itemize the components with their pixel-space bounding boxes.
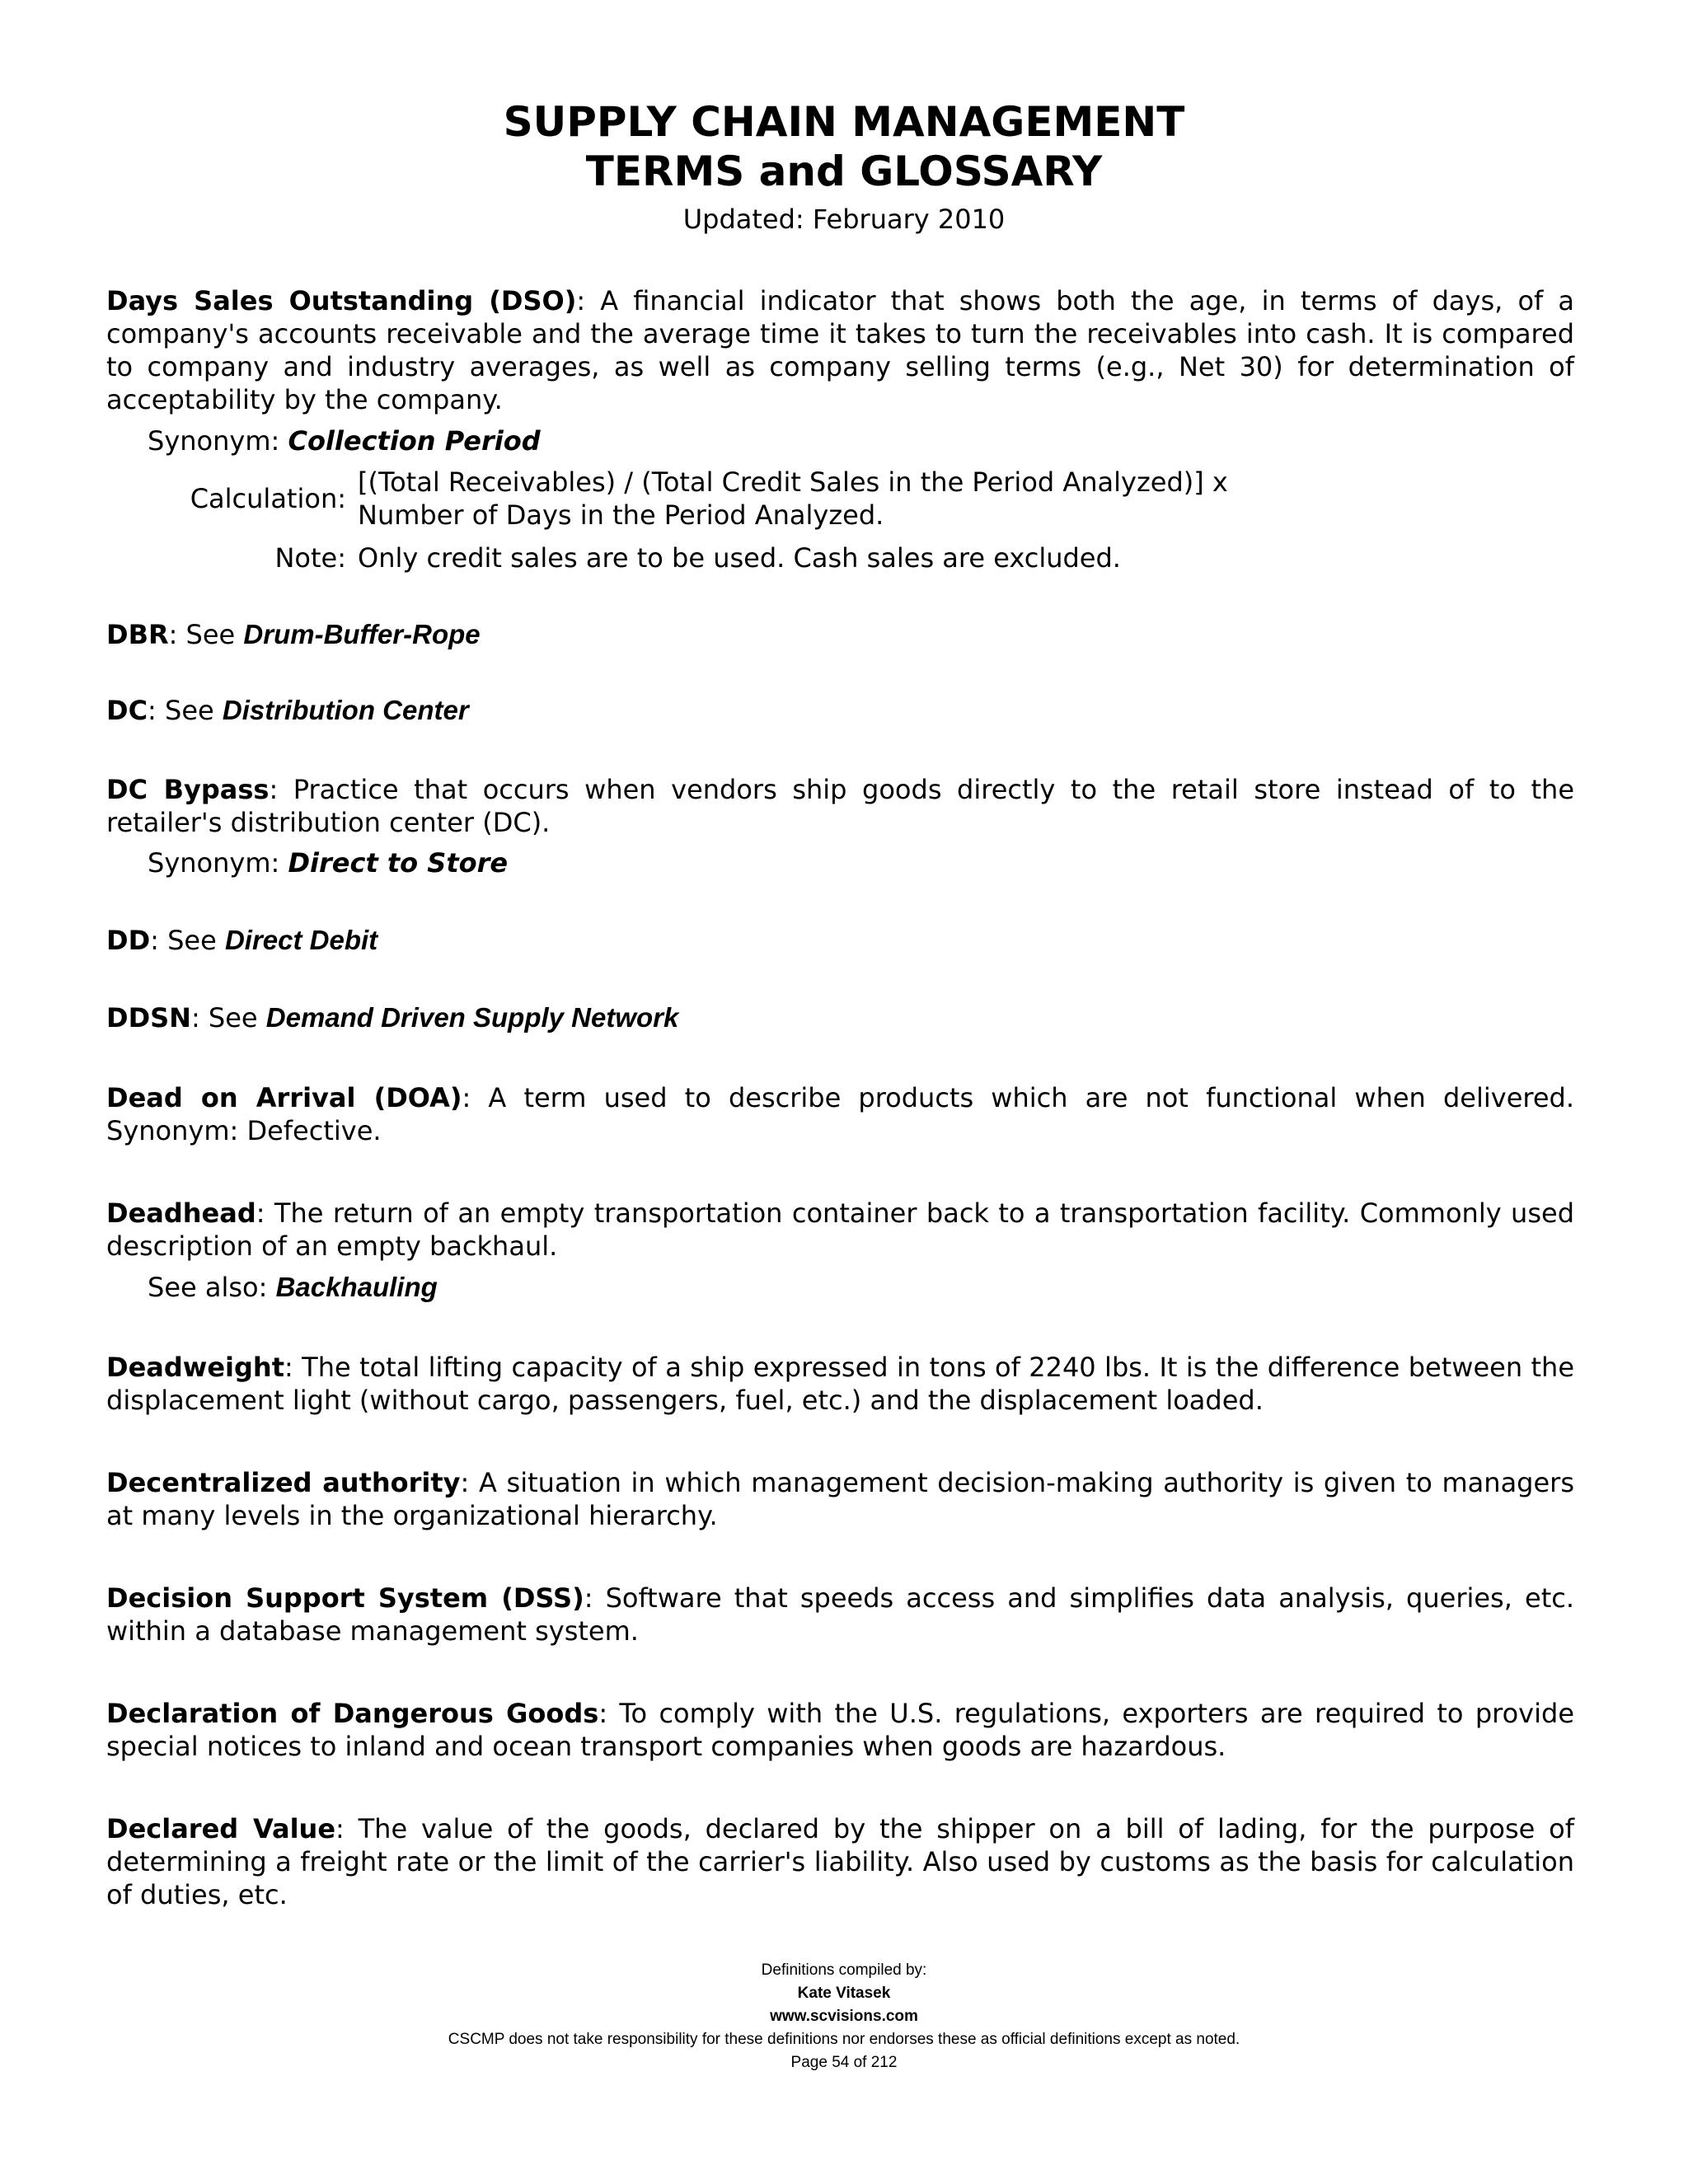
- see-also-line: [148, 1271, 438, 1304]
- glossary-entry-dangerous-goods: [106, 1697, 1574, 1763]
- footer-disclaimer: CSCMP does not take responsibility for these definitions nor endorses these as official definitions except as noted.: [448, 2031, 1240, 2048]
- term: DC: [106, 695, 148, 726]
- note-text: Only credit sales are to be used. Cash sales are excluded.: [358, 542, 1121, 574]
- document-title-line2: TERMS and GLOSSARY: [585, 148, 1103, 195]
- definition: : To comply with the U.S. regulations, exporters are required to provide special notices to inland and ocean transport companies when goods are hazardous.: [106, 1698, 1575, 1762]
- term: DDSN: [106, 1002, 191, 1033]
- footer-compiled-by: Definitions compiled by:: [761, 1961, 927, 1979]
- cross-reference-link[interactable]: Demand Driven Supply Network: [265, 1002, 679, 1033]
- term: DC Bypass: [106, 774, 270, 805]
- synonym-label: Synonym:: [148, 847, 288, 879]
- definition: : Software that speeds access and simplifies data analysis, queries, etc. within a database management system.: [106, 1582, 1574, 1647]
- footer-author: Kate Vitasek: [797, 1985, 891, 2002]
- glossary-entry-dc-bypass: [106, 773, 1574, 839]
- glossary-entry-deadweight: [106, 1351, 1574, 1417]
- term: Days Sales Outstanding (DSO): [106, 285, 577, 316]
- definition: : A situation in which management decision-making authority is given to managers at many levels in the organizational hierarchy.: [106, 1467, 1575, 1531]
- glossary-entry-declared-value: [106, 1812, 1574, 1911]
- synonym-term: Collection Period: [288, 425, 541, 457]
- document-title-line1: SUPPLY CHAIN MANAGEMENT: [503, 98, 1185, 146]
- glossary-entry-dso: [106, 284, 1574, 416]
- note-label: Note:: [274, 542, 346, 574]
- synonym-line: [148, 846, 508, 879]
- definition: : A term used to describe products which are not functional when delivered. Synonym: Defective.: [106, 1082, 1575, 1146]
- glossary-entry-ddsn: DDSN: See Demand Driven Supply Network: [106, 1002, 679, 1033]
- glossary-entry-dc: DC: See Distribution Center: [106, 695, 469, 726]
- see-also-label: See also:: [148, 1272, 276, 1303]
- definition: : The total lifting capacity of a ship expressed in tons of 2240 lbs. It is the difference between the displacement light (without cargo, passengers, fuel, etc.) and the displacement loaded.: [106, 1352, 1574, 1416]
- calculation-line1: [(Total Receivables) / (Total Credit Sales in the Period Analyzed)] x: [358, 466, 1228, 498]
- glossary-entry-deadhead: [106, 1197, 1574, 1263]
- cross-reference-link[interactable]: Backhauling: [275, 1272, 438, 1302]
- definition: : The value of the goods, declared by the shipper on a bill of lading, for the purpose of determining a freight rate or the limit of the carrier's liability. Also used by customs as the basis for calculation of duties, etc.: [106, 1813, 1575, 1910]
- term: Deadweight: [106, 1352, 284, 1383]
- synonym-line: [148, 424, 541, 457]
- term: Declared Value: [106, 1813, 336, 1844]
- cross-reference-link[interactable]: Drum-Buffer-Rope: [243, 619, 481, 649]
- term: Decision Support System (DSS): [106, 1582, 584, 1614]
- definition: : The return of an empty transportation container back to a transportation facility. Commonly used description of an empty backhaul.: [106, 1197, 1574, 1262]
- term: DD: [106, 925, 151, 956]
- updated-date: Updated: February 2010: [682, 204, 1006, 235]
- term: Decentralized authority: [106, 1467, 461, 1498]
- glossary-entry-dss: [106, 1582, 1574, 1647]
- glossary-entry-dd: DD: See Direct Debit: [106, 925, 378, 956]
- cross-reference-link[interactable]: Distribution Center: [222, 695, 469, 725]
- term: Dead on Arrival (DOA): [106, 1082, 462, 1113]
- footer-website[interactable]: www.scvisions.com: [770, 2008, 918, 2025]
- glossary-entry-dbr: DBR: See Drum-Buffer-Rope: [106, 619, 481, 650]
- calculation-label: Calculation:: [190, 483, 346, 514]
- synonym-term: Direct to Store: [288, 847, 509, 879]
- page-number: Page 54 of 212: [790, 2054, 898, 2071]
- term: Deadhead: [106, 1197, 256, 1229]
- term: DBR: [106, 619, 169, 650]
- definition: : A financial indicator that shows both the age, in terms of days, of a company's accounts receivable and the average time it takes to turn the receivables into cash. It is compared to company and industry averages, as well as company selling terms (e.g., Net 30) for determination of acceptability by the company.: [106, 285, 1575, 415]
- term: Declaration of Dangerous Goods: [106, 1698, 599, 1729]
- cross-reference-link[interactable]: Direct Debit: [224, 925, 378, 955]
- calculation-line2: Number of Days in the Period Analyzed.: [358, 499, 884, 531]
- synonym-label: Synonym:: [148, 425, 288, 457]
- glossary-entry-doa: [106, 1081, 1574, 1147]
- definition: : Practice that occurs when vendors ship goods directly to the retail store instead of to the retailer's distribution center (DC).: [106, 774, 1575, 838]
- glossary-entry-decentralized-authority: [106, 1466, 1574, 1532]
